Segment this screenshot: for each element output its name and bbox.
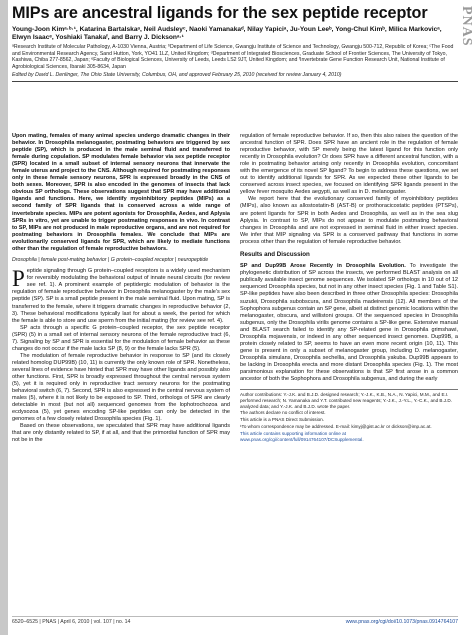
footer-citation: 6520–6525 | PNAS | April 6, 2010 | vol. 107 | no. 14 [12, 619, 131, 625]
keywords: Drosophila | female post-mating behavior | G protein–coupled receptor | neuropeptide [12, 256, 209, 263]
footnotes [240, 389, 458, 442]
header-divider [12, 81, 458, 82]
pnas-side-logo: PNAS [459, 6, 474, 47]
results-subsection [240, 263, 458, 383]
intro-paragraph-1: Peptide signaling through G protein–coupled receptors is a widely used mechanism for reversibly modulating the behavioral output of innate neural circuits (for review see ref. 1). A prominent example of peptidergic modulation of behavior is the regulation of female reproductive behavior in Drosophila melanogaster by the male's sex peptide (SP). SP is a small peptide present in the male seminal fluid. Upon mating, SP is transferred to the female, where it triggers dramatic changes in reproductive behavior (2, 3). These behavioral modifications typically last for about a week, the period for which the female is able to store and use sperm from the initial mating (for review see ref. 4). [12, 266, 230, 324]
intro-paragraph-3: The modulation of female reproductive behavior in response to SP (and its closely related homolog DUP99B) (10, 11) is currently the only known role of SPR. Nonetheless, several lines of evidence have hinted that SPR may have other ligands and possibly also other functions. First, SPR is broadly expressed throughout the central nervous system (5), yet it is required only in reproductive tract sensory neurons for the postmating behavioral switch (6, 7). Second, SPR is also expressed in the central nervous system of males (5), where it is not likely to be exposed to SP. Third, orthologs of SPR are clearly detectable in most (but not all) sequenced genomes from the lophotrochozoa and ecdysozoa (5), yet genes encoding SP-like peptides can only be detected in the genomes of a few closely related Drosophila species (Fig. 1). [12, 352, 230, 423]
right-paragraph-2: We report here that the evolutionary conserved family of myoinhibitory peptides (MIPs), also known as allostostatin-B (AST-B) or prothoracicostatic peptides (PTSPs), are potent ligands for SPR in both Aedes and Drosophila, as well as in the sea slug Aplysia. In contrast to SP, MIPs do not appear to modulate postmating behavioral changes in Drosophila and are not expressed in seminal fluid in either insect species. We infer that MIP signaling via SPR is a conserved pathway that functions in some process other than the regulation of female reproductive behavior. [240, 196, 458, 245]
footnote-conflict: The authors declare no conflict of interest. [240, 410, 326, 416]
paper-page [12, 3, 458, 631]
paper-title: MIPs are ancestral ligands for the sex peptide receptor [12, 4, 428, 22]
footnote-correspondence: ¹To whom correspondence may be addressed. E-mail: kimyj@gist.ac.kr or dickson@imp.ac.at. [240, 424, 432, 430]
results-heading: Results and Discussion [240, 250, 310, 258]
footnote-direct-submission: This article is a PNAS Direct Submission. [240, 417, 324, 423]
footnote-supporting-info-link[interactable]: This article contains supporting information online at www.pnas.org/cgi/content/full/0914764107/DCSupplemental. [240, 430, 364, 442]
affiliations: ᵃResearch Institute of Molecular Pathology, A-1030 Vienna, Austria; ᵇDepartment of Life Science, Gwangju Institute of Science and Technology, Gwangju 500-712, Republic of Korea; ᶜThe Food and Environmental Research Agency, Sand Hutton, York, YO41 1LZ, United Kingdom; ᵈDepartment of Integrated Biosciences, Graduate School of Frontier Sciences, The University of Tokyo, Kashiwa, Chiba 277-8562, Japan; ᵉFaculty of Biological Sciences, University of Leeds, Leeds LS2 9JT, United Kingdom; and ᶠInvertebrate Gene Function Research Unit, National Institute of Agrobiological Sciences, Ibaraki 305-8634, Japan [12, 44, 454, 70]
body-columns [12, 133, 458, 608]
subsection-title: SP and Dup99B Arose Recently in Drosophila Evolution. [240, 263, 406, 270]
drop-cap: P [12, 266, 25, 292]
pnas-side-bar [0, 0, 8, 635]
right-paragraph-1: regulation of female reproductive behavior. If so, then this also raises the question of the ancestral function of SPR. Does SPR have an ancient role in the regulation of female reproductive behavior, with SP merely being the latest ligand for this function only recently in Drosophila evolution? Or does SPR have a different ancestral function, with a role in postmating behavior arising only recently in Drosophila evolution, concomitant with the emergence of its novel SP ligand? To begin to address these questions, we set out to identify additional ligands for SPR. As we expected these other ligands to be conserved across insect species, we focused on identifying SPR ligands present in the yellow fever mosquito Aedes aegypti, as well as in D. melanogaster. [240, 133, 458, 196]
footer-doi-link[interactable]: www.pnas.org/cgi/doi/10.1073/pnas.0914764107 [345, 619, 458, 625]
abstract: Upon mating, females of many animal species undergo dramatic changes in their behavior. In Drosophila melanogaster, postmating behaviors are triggered by sex peptide (SP), which is produced in the male seminal fluid and transferred to female during copulation. SP modulates female behavior via sex peptide receptor (SPR) located in a small subset of internal sensory neurons that innervate the female uterus and project to the CNS. Although required for postmating responses only in these female sensory neurons, SPR is expressed broadly in the CNS of both sexes. Moreover, SPR is also encoded in the genomes of insects that lack obvious SP orthologs. These observations suggest that SPR may have additional ligands and functions. Here, we identify myoinhibitory peptides (MIPs) as a second family of SPR ligands that is conserved across a wide range of invertebrate species. MIPs are potent agonists for Drosophila, Aedes, and Aplysia SPRs in vitro, yet are unable to trigger postmating responses in vivo. In contrast to SP, MIPs are not produced in male reproductive organs, and are not required for postmating behaviors in Drosophila females. We conclude that MIPs are evolutionarily conserved ligands for SPR, which are likely to mediate functions other than the regulation of female reproductive behaviors. [12, 133, 230, 252]
intro-paragraph-2: SP acts through a specific G protein–coupled receptor, the sex peptide receptor (SPR) (5) in a small set of internal sensory neurons of the female reproductive tract (6, 7). Signaling by SP and SPR is essential for the modulation of female behavior as these changes do not occur if the male lacks SP (8, 9) or the female lacks SPR (5). [12, 324, 230, 352]
edited-by-line: Edited by David L. Denlinger, The Ohio State University, Columbus, OH, and approved February 25, 2010 (received for review January 4, 2010) [12, 72, 342, 79]
author-list: Young-Joon Kimᵃ·ᵇ·¹, Katarina Bartalskaᵃ, Neil Audsleyᶜ, Naoki Yamanakaᵈ, Nilay Yapiciᵃ, Ju-Youn Leeᵇ, Yong-Chul Kimᵇ, Milica Markovicᵃ, Elwyn Isaacᵉ, Yoshiaki Tanakaᶠ, and Barry J. Dicksonᵃ·¹ [12, 26, 442, 42]
subsection-text: To investigate the phylogenetic distribution of SP across the insects, we performed BLAST analysis on all publically available insect genome sequences. We isolated SP orthologs in 10 out of 12 sequenced Drosophila species, but not in any other insect species (Fig. 1 and Table S1). SP-like peptides have also been described in three other Drosophila species: Drosophila suzukii, Drosophila subobscura, and Drosophila madeirensis (12). All members of the Sophophora subgenus contain an SP gene, albeit at distinct genomic locations within the melanogaster, obscura, and willistoni groups. Of the sequenced species in Drosophila subgenus, only the Drosophila virilis genome contains a SP-like gene. Extensive manual and BLAST search failed to identify any SP-related gene in Drosophila grimshawi, Drosophila mojavensis, or indeed in any other sequenced insect genomes. Dup99B, a protein closely related to SP, seems to have an even more recent origin (10, 11). This gene is present in only a subset of melanogaster group, including D. melanogaster, Drosophila simulans, Drosophila sechellia, and Drosophila yakuba. Dup99B appears to be lacking in Drosophila erecta and more distant Drosophila species (Fig. 1). The most parsimonious explanation for these observations is that SP first arose in a common ancestor of both the Sophophora and Drosophila subgenus, and during the early [240, 263, 458, 383]
right-column [240, 133, 458, 608]
page-footer [12, 616, 458, 629]
footnote-contributions: Author contributions: Y.-J.K. and B.J.D. designed research; Y.-J.K., K.B., N.A., N. Yapici, M.M., and E.I. performed research; N. Yamanaka and Y.T. contributed new reagents; Y.-J.K., J.-Y.L., Y.-C.K., and B.J.D. analyzed data; and Y.-J.K. and B.J.D. wrote the paper. [240, 392, 452, 409]
intro-paragraph-4: Based on these observations, we speculated that SPR may have additional ligands that are only distantly related to SP, if at all, and that the primordial function of SPR may not be in the [12, 423, 230, 444]
left-column [12, 133, 230, 608]
